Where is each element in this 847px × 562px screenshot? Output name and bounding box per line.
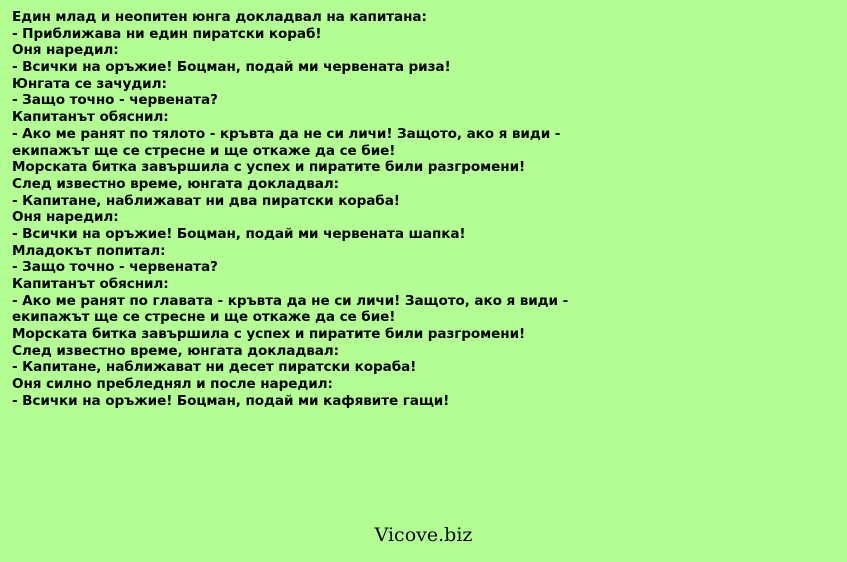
joke-line: Оня наредил: bbox=[12, 209, 119, 226]
joke-line: Един млад и неопитен юнга докладвал на капитана: bbox=[12, 9, 427, 25]
joke-line: - Капитане, наближават ни десет пиратски кораба! bbox=[12, 359, 417, 376]
joke-line: Младокът попитал: bbox=[12, 242, 166, 259]
joke-line: - Ако ме ранят по тялото - кръвта да не си личи! Защото, ако я види - bbox=[12, 125, 561, 142]
joke-line: Морската битка завършила с успех и пиратите били разгромени! bbox=[12, 326, 526, 343]
joke-line: След известно време, юнгата докладвал: bbox=[12, 175, 339, 192]
joke-line: - Защо точно - червената? bbox=[12, 259, 218, 276]
joke-line: - Ако ме ранят по главата - кръвта да не си личи! Защото, ако я види - bbox=[12, 292, 569, 309]
joke-line: - Капитане, наближават ни два пиратски кораба! bbox=[12, 192, 400, 209]
joke-line: - Приближава ни един пиратски кораб! bbox=[12, 25, 322, 42]
joke-line: - Всички на оръжие! Боцман, подай ми червената шапка! bbox=[12, 225, 466, 242]
joke-line: - Всички на оръжие! Боцман, подай ми червената риза! bbox=[12, 59, 451, 76]
joke-line: Юнгата се зачудил: bbox=[12, 75, 167, 92]
joke-line: Оня силно пребледнял и после наредил: bbox=[12, 376, 333, 393]
joke-line: След известно време, юнгата докладвал: bbox=[12, 342, 339, 359]
joke-text bbox=[12, 9, 842, 410]
joke-line: - Защо точно - червената? bbox=[12, 92, 218, 109]
joke-line: екипажът ще се стресне и ще откаже да се бие! bbox=[12, 142, 396, 159]
joke-line: Капитанът обяснил: bbox=[12, 109, 169, 126]
site-watermark: Vicove.biz bbox=[374, 524, 473, 546]
joke-line: Морската битка завършила с успех и пиратите били разгромени! bbox=[12, 159, 526, 176]
joke-line: - Всички на оръжие! Боцман, подай ми кафявите гащи! bbox=[12, 392, 450, 409]
joke-line: Оня наредил: bbox=[12, 42, 119, 59]
joke-line: Капитанът обяснил: bbox=[12, 276, 169, 292]
joke-line: екипажът ще се стресне и ще откаже да се бие! bbox=[12, 309, 396, 326]
